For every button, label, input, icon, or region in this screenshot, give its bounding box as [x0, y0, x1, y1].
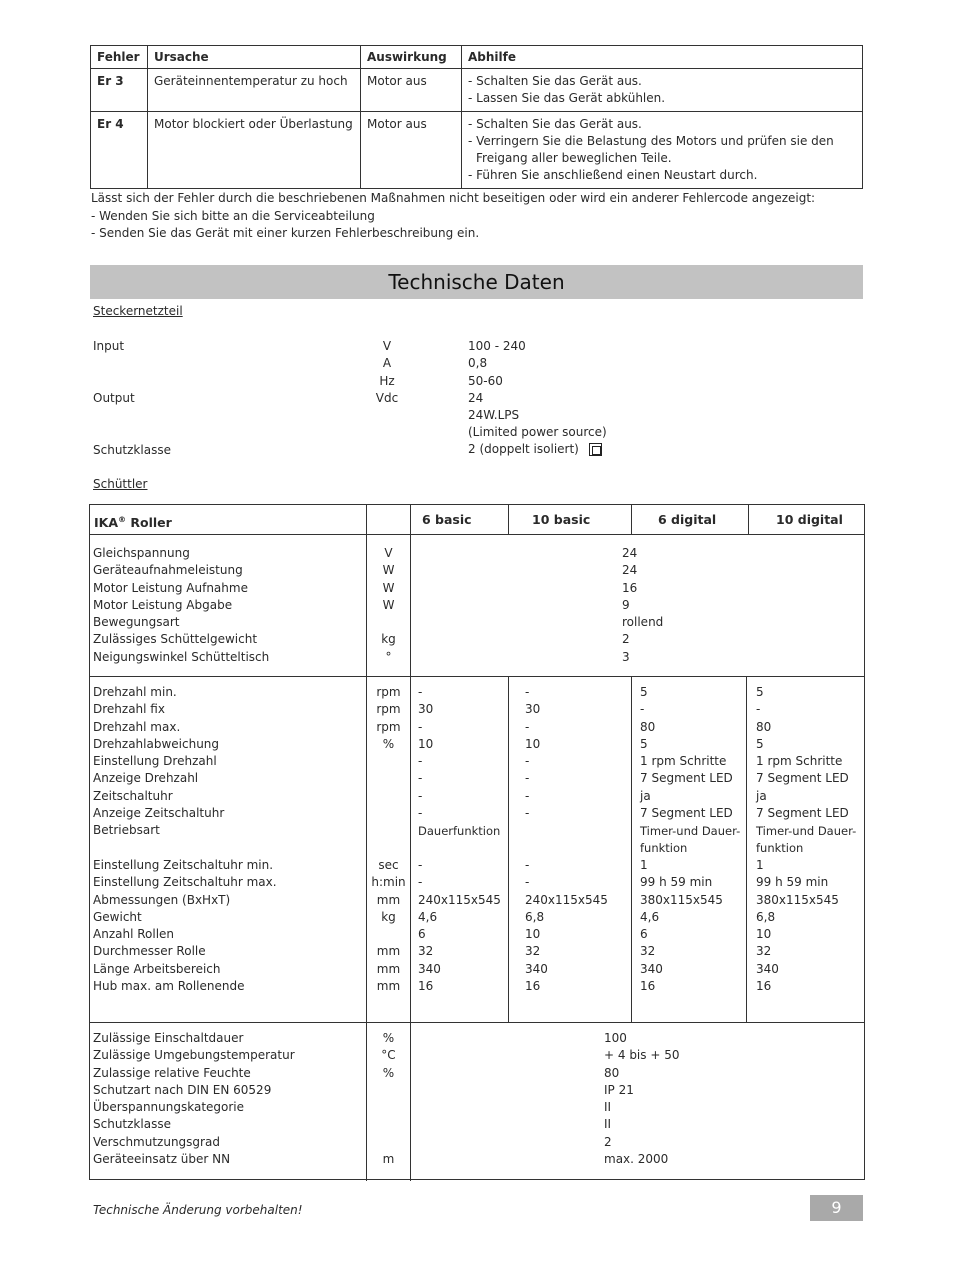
divider [90, 676, 864, 677]
remedy-line: - Führen Sie anschließend einen Neustart durch. [468, 168, 758, 182]
power-supply-title: Steckernetzteil [93, 304, 183, 318]
error-code: Er 4 [91, 112, 148, 189]
col-10-basic: - 30 - 10 - - - - [525, 685, 541, 821]
divider [410, 505, 411, 1181]
error-effect: Motor aus [361, 112, 462, 189]
error-cause: Motor blockiert oder Überlastung [148, 112, 361, 189]
product-name: Roller [126, 515, 172, 531]
error-cause: Geräteinnentemperatur zu hoch [148, 69, 361, 112]
model-10-basic: 10 basic [532, 512, 591, 527]
col-10-digital-mode: Timer-und Dauer- funktion [756, 824, 857, 856]
power-supply-labels: Input Output Schutzklasse [93, 339, 171, 457]
col-6-basic-b: - - 240x115x545 4,6 6 32 340 16 [418, 858, 501, 994]
error-note [91, 190, 861, 243]
power-supply-values: 100 - 240 0,8 50-60 24 24W.LPS (Limited power source) [468, 339, 607, 440]
block2-units: rpm rpm rpm % sec h:min mm kg mm mm mm [371, 685, 406, 994]
block3-units: % °C % m [381, 1031, 396, 1167]
protection-class-text: 2 (doppelt isoliert) [468, 442, 579, 456]
remedy-line: Freigang aller beweglichen Teile. [476, 151, 672, 165]
divider [90, 1022, 864, 1023]
col-10-digital: 5 - 80 5 1 rpm Schritte 7 Segment LED ja 7 Segment LED [756, 685, 849, 821]
col-6-basic-mode: Dauerfunktion [418, 824, 501, 838]
divider [508, 676, 509, 1022]
divider [746, 676, 747, 1022]
shaker-title: Schüttler [93, 477, 148, 491]
table-row [91, 112, 863, 189]
col-6-digital: 5 - 80 5 1 rpm Schritte 7 Segment LED ja 7 Segment LED [640, 685, 733, 821]
double-insulation-icon [589, 443, 602, 456]
divider [508, 505, 509, 534]
shaker-spec-table [89, 504, 865, 1180]
divider [748, 505, 749, 534]
footer-note: Technische Änderung vorbehalten! [93, 1203, 303, 1217]
remedy-line: - Schalten Sie das Gerät aus. [468, 74, 642, 88]
col-6-basic: - 30 - 10 - - - - [418, 685, 434, 821]
product-brand: IKA [94, 515, 119, 531]
col-6-digital-b: 1 99 h 59 min 380x115x545 4,6 6 32 340 16 [640, 858, 723, 994]
header-abhilfe: Abhilfe [462, 46, 863, 69]
registered-mark: ® [118, 515, 127, 524]
model-10-digital: 10 digital [776, 512, 843, 527]
block1-values: 24 24 16 9 rollend 2 3 [622, 546, 664, 664]
remedy-line: - Verringern Sie die Belastung des Motors und prüfen sie den [468, 134, 834, 148]
section-heading: Technische Daten [90, 265, 863, 299]
header-auswirkung: Auswirkung [361, 46, 462, 69]
block3-values: 100 + 4 bis + 50 80 IP 21 II II 2 max. 2000 [604, 1031, 680, 1167]
block3-labels: Zulässige Einschaltdauer Zulässige Umgebungstemperatur Zulassige relative Feuchte Schutzart nach DIN EN 60529 Überspannungskategorie Schutzklasse Verschmutzungsgrad Geräteeinsatz über NN [93, 1031, 295, 1167]
note-line: - Senden Sie das Gerät mit einer kurzen Fehlerbeschreibung ein. [91, 226, 480, 240]
col-10-digital-b: 1 99 h 59 min 380x115x545 6,8 10 32 340 16 [756, 858, 839, 994]
error-remedy [462, 69, 863, 112]
remedy-line: - Lassen Sie das Gerät abkühlen. [468, 91, 666, 105]
model-6-digital: 6 digital [658, 512, 717, 527]
header-fehler: Fehler [91, 46, 148, 69]
model-6-basic: 6 basic [422, 512, 472, 527]
divider [631, 676, 632, 1022]
divider [90, 534, 864, 535]
error-effect: Motor aus [361, 69, 462, 112]
protection-class-value [468, 441, 602, 458]
col-10-basic-b: - - 240x115x545 6,8 10 32 340 16 [525, 858, 608, 994]
note-line: - Wenden Sie sich bitte an die Serviceabteilung [91, 208, 375, 223]
block2-labels: Drehzahl min. Drehzahl fix Drehzahl max. Drehzahlabweichung Einstellung Drehzahl Anzeige Drehzahl Zeitschaltuhr Anzeige Zeitschaltuhr Betriebsart Einstellung Zeitschaltuhr min. Einstellung Zeitschaltuhr max. Abmessungen (BxHxT) Gewicht Anzahl Rollen Durchmesser Rolle Länge Arbeitsbereich Hub max. am Rollenende [93, 685, 277, 994]
divider [631, 505, 632, 534]
block1-labels: Gleichspannung Geräteaufnahmeleistung Motor Leistung Aufnahme Motor Leistung Abgabe Bewegungsart Zulässiges Schüttelgewicht Neigungswinkel Schütteltisch [93, 546, 270, 664]
page-number: 9 [810, 1195, 863, 1221]
col-6-digital-mode: Timer-und Dauer- funktion [640, 824, 741, 856]
error-remedy [462, 112, 863, 189]
table-row [91, 69, 863, 112]
power-supply-units: V A Hz Vdc [375, 339, 399, 405]
block1-units: V W W W kg ° [381, 546, 396, 664]
error-table-header [91, 46, 863, 69]
error-code: Er 3 [91, 69, 148, 112]
header-ursache: Ursache [148, 46, 361, 69]
error-table [90, 45, 863, 189]
note-line: Lässt sich der Fehler durch die beschriebenen Maßnahmen nicht beseitigen oder wird ein anderer Fehlercode angezeigt: [91, 191, 816, 205]
remedy-line: - Schalten Sie das Gerät aus. [468, 117, 642, 131]
product-header [94, 505, 172, 534]
